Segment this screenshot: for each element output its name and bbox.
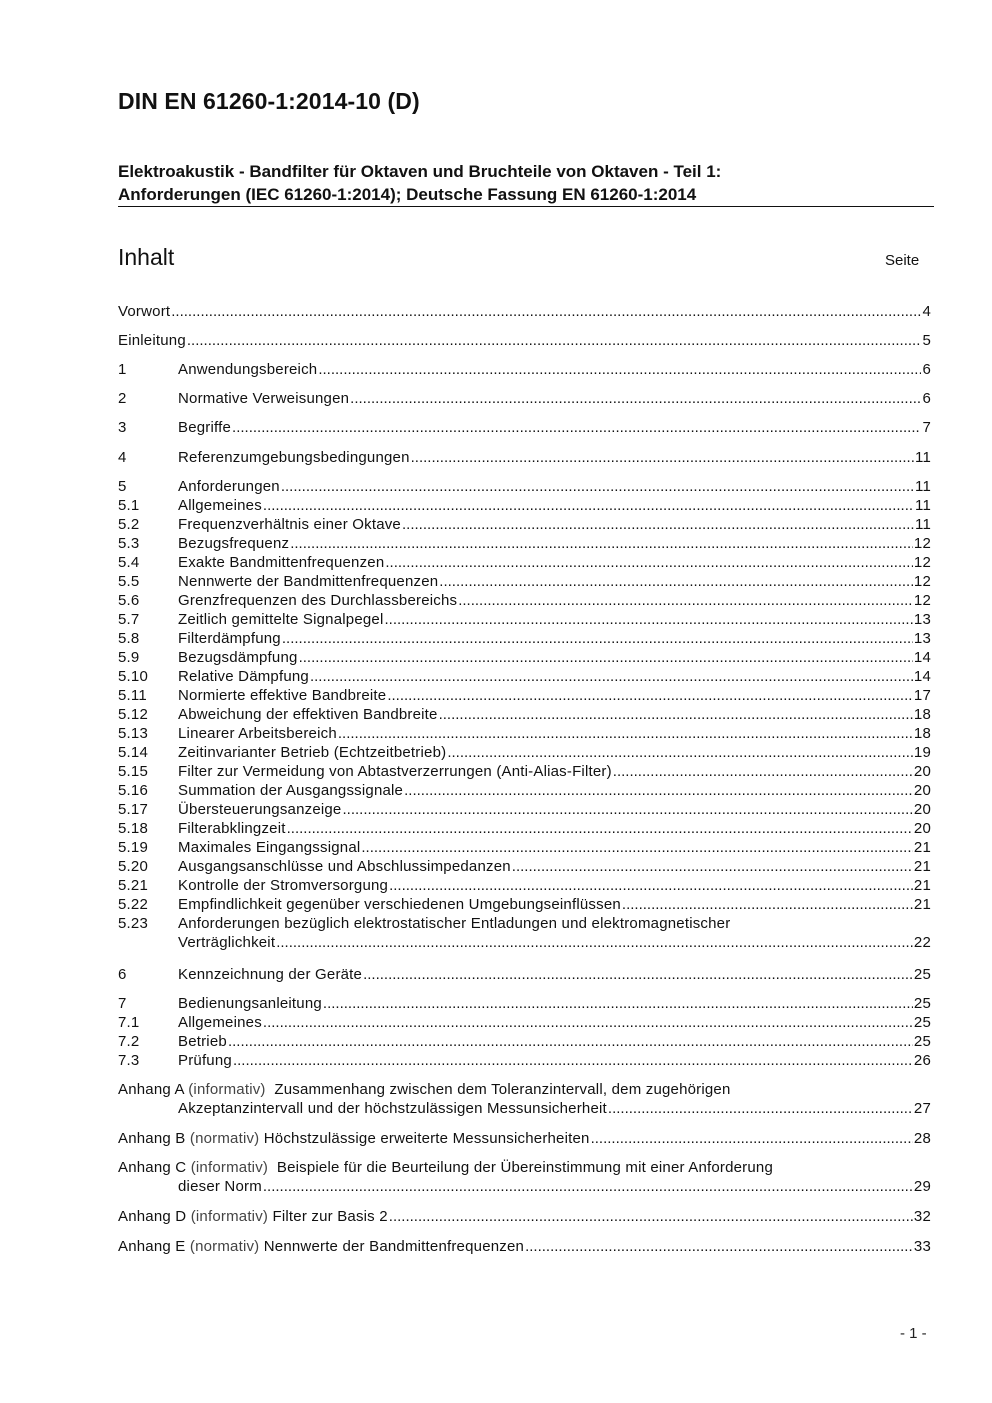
toc-entry-annex-c[interactable] (118, 1158, 931, 1196)
toc-entry-text: Exakte Bandmittenfrequenzen (178, 554, 385, 571)
leader-dots (411, 448, 914, 467)
toc-entry-text: Höchstzulässige erweiterte Messunsicherheiten (263, 1130, 590, 1147)
leader-dots (439, 705, 913, 724)
toc-entry-text: Maximales Eingangssignal (178, 839, 361, 856)
toc-entry-number: 5.22 (118, 896, 148, 913)
toc-entry-5-22[interactable] (118, 895, 931, 914)
toc-entry-text: Frequenzverhältnis einer Oktave (178, 516, 401, 533)
toc-entry-text: Normierte effektive Bandbreite (178, 687, 387, 704)
toc-entry-page: 20 (913, 782, 931, 799)
toc-entry-5-20[interactable] (118, 857, 931, 876)
leader-dots (608, 1099, 913, 1118)
toc-entry-number: 7 (118, 995, 127, 1012)
annex-label: Anhang C (118, 1159, 187, 1176)
toc-entry-4[interactable] (118, 448, 931, 467)
toc-entry-text: Normative Verweisungen (178, 390, 350, 407)
toc-entry-6[interactable] (118, 965, 931, 984)
toc-entry-text: Zeitinvarianter Betrieb (Echtzeitbetrieb) (178, 744, 447, 761)
leader-dots (389, 1207, 913, 1226)
toc-entry-5-6[interactable] (118, 591, 931, 610)
toc-entry-page: 20 (913, 801, 931, 818)
toc-entry-page: 12 (913, 535, 931, 552)
toc-entry-number: 5.3 (118, 535, 140, 552)
toc-entry-page: 21 (913, 858, 931, 875)
toc-entry-text: Empfindlichkeit gegenüber verschiedenen Umgebungseinflüssen (178, 896, 621, 913)
toc-entry-page: 11 (915, 516, 931, 533)
toc-entry-page: 12 (913, 592, 931, 609)
annex-type: (informativ) (190, 1159, 269, 1176)
toc-entry-text: Kennzeichnung der Geräte (178, 966, 363, 983)
toc-entry-page: 4 (922, 303, 931, 320)
toc-heading: Inhalt (118, 244, 175, 270)
toc-entry-text: Filterdämpfung (178, 630, 281, 647)
toc-entry-number: 5.8 (118, 630, 140, 647)
leader-dots (318, 360, 921, 379)
subtitle-divider (118, 206, 934, 207)
toc-entry-text: Anwendungsbereich (178, 361, 318, 378)
toc-entry-einleitung[interactable] (118, 331, 931, 350)
toc-entry-text: Linearer Arbeitsbereich (178, 725, 337, 742)
toc-entry-number: 1 (118, 361, 127, 378)
toc-entry-number: 7.1 (118, 1014, 140, 1031)
leader-dots (281, 477, 914, 496)
toc-entry-page: 21 (913, 896, 931, 913)
toc-entry-number: 6 (118, 966, 127, 983)
toc-entry-page: 26 (913, 1052, 931, 1069)
toc-entry-text: Übersteuerungsanzeige (178, 801, 342, 818)
leader-dots (276, 933, 913, 952)
toc-entry-5-3[interactable] (118, 534, 931, 553)
toc-entry-1[interactable] (118, 360, 931, 379)
leader-dots (447, 743, 913, 762)
leader-dots (525, 1237, 913, 1256)
toc-entry-page: 11 (915, 449, 931, 466)
toc-entry-number: 5.6 (118, 592, 140, 609)
toc-entry-number: 5 (118, 478, 127, 495)
toc-entry-text: Nennwerte der Bandmittenfrequenzen (178, 573, 439, 590)
leader-dots (512, 857, 913, 876)
toc-entry-page: 6 (922, 361, 931, 378)
toc-entry-text: Filterabklingzeit (178, 820, 286, 837)
toc-entry-5-5[interactable] (118, 572, 931, 591)
toc-entry-page: 20 (913, 820, 931, 837)
toc-entry-vorwort[interactable] (118, 302, 931, 321)
toc-entry-number: 3 (118, 419, 127, 436)
leader-dots (233, 1051, 913, 1070)
toc-entry-5-19[interactable] (118, 838, 931, 857)
toc-entry-5-18[interactable] (118, 819, 931, 838)
toc-entry-number: 5.13 (118, 725, 148, 742)
toc-entry-number: 5.14 (118, 744, 148, 761)
leader-dots (338, 724, 913, 743)
toc-entry-page: 5 (922, 332, 931, 349)
annex-type: (normativ) (189, 1238, 260, 1255)
toc-entry-5-11[interactable] (118, 686, 931, 705)
toc-entry-7-1[interactable] (118, 1013, 931, 1032)
leader-dots (384, 610, 912, 629)
leader-dots (402, 515, 914, 534)
toc-entry-page: 19 (913, 744, 931, 761)
toc-entry-number: 5.11 (118, 687, 147, 704)
toc-entry-page: 12 (913, 573, 931, 590)
toc-entry-text: Filter zur Vermeidung von Abtastverzerrungen (Anti-Alias-Filter) (178, 763, 612, 780)
toc-entry-5-12[interactable] (118, 705, 931, 724)
annex-type: (normativ) (189, 1130, 260, 1147)
toc-entry-text: Allgemeines (178, 497, 262, 514)
toc-entry-number: 5.20 (118, 858, 148, 875)
toc-entry-number: 5.23 (118, 915, 148, 932)
toc-entry-5-10[interactable] (118, 667, 931, 686)
toc-entry-page: 13 (913, 611, 931, 628)
leader-dots (290, 534, 913, 553)
leader-dots (342, 800, 912, 819)
annex-heading: Zusammenhang zwischen dem Toleranzintervall, dem zugehörigen (274, 1081, 731, 1098)
toc-entry-page: 12 (913, 554, 931, 571)
toc-entry-text: Ausgangsanschlüsse und Abschlussimpedanzen (178, 858, 511, 875)
leader-dots (187, 331, 922, 350)
toc-entry-5-23[interactable] (118, 914, 931, 952)
leader-dots (310, 667, 913, 686)
toc-entry-annex-e[interactable] (118, 1237, 931, 1256)
annex-label: Anhang D (118, 1208, 187, 1225)
annex-type: (informativ) (190, 1208, 269, 1225)
toc-entry-number: 5.17 (118, 801, 148, 818)
toc-entry-5-16[interactable] (118, 781, 931, 800)
toc-entry-text: dieser Norm (178, 1178, 262, 1195)
toc-entry-page: 14 (913, 649, 931, 666)
toc-entry-7-2[interactable] (118, 1032, 931, 1051)
leader-dots (287, 819, 913, 838)
leader-dots (323, 994, 913, 1013)
toc-entry-page: 33 (913, 1238, 931, 1255)
toc-entry-text: Prüfung (178, 1052, 232, 1069)
toc-entry-text: Allgemeines (178, 1014, 262, 1031)
toc-entry-number: 2 (118, 390, 127, 407)
toc-entry-number: 5.10 (118, 668, 148, 685)
toc-entry-page: 18 (913, 706, 931, 723)
toc-entry-text: Anforderungen (178, 478, 280, 495)
toc-entry-text: Einleitung (118, 332, 186, 349)
toc-entry-text: Referenzumgebungsbedingungen (178, 449, 410, 466)
toc-entry-number: 4 (118, 449, 127, 466)
toc-entry-number: 7.3 (118, 1052, 140, 1069)
toc-entry-5-1[interactable] (118, 496, 931, 515)
toc-entry-number: 5.9 (118, 649, 140, 666)
annex-heading: Beispiele für die Beurteilung der Übereinstimmung mit einer Anforderung (276, 1159, 774, 1176)
leader-dots (263, 1013, 913, 1032)
toc-entry-5-17[interactable] (118, 800, 931, 819)
toc-entry-text: Akzeptanzintervall und der höchstzulässigen Messunsicherheit (178, 1100, 607, 1117)
toc-entry-page: 29 (913, 1178, 931, 1195)
toc-entry-text: Begriffe (178, 419, 232, 436)
toc-entry-page: 25 (913, 1033, 931, 1050)
toc-entry-number: 5.19 (118, 839, 148, 856)
toc-entry-text: Betrieb (178, 1033, 227, 1050)
toc-entry-page: 21 (913, 877, 931, 894)
toc-entry-text-line-1: Anforderungen bezüglich elektrostatischer Entladungen und elektromagnetischer (178, 915, 731, 932)
toc-entry-page: 14 (913, 668, 931, 685)
toc-entry-text: Grenzfrequenzen des Durchlassbereichs (178, 592, 458, 609)
toc-entry-annex-a[interactable] (118, 1080, 931, 1118)
toc-entry-page: 25 (913, 995, 931, 1012)
toc-entry-number: 5.16 (118, 782, 148, 799)
toc-entry-7[interactable] (118, 994, 931, 1013)
leader-dots (299, 648, 913, 667)
toc-entry-5-2[interactable] (118, 515, 931, 534)
toc-entry-annex-d[interactable] (118, 1207, 931, 1226)
toc-entry-page: 20 (913, 763, 931, 780)
toc-entry-text: Bezugsdämpfung (178, 649, 298, 666)
toc-entry-text: Nennwerte der Bandmittenfrequenzen (263, 1238, 525, 1255)
toc-entry-5-9[interactable] (118, 648, 931, 667)
toc-entry-page: 7 (922, 419, 931, 436)
toc-entry-page: 27 (913, 1100, 931, 1117)
annex-label: Anhang A (118, 1081, 184, 1098)
leader-dots (263, 1177, 913, 1196)
toc-entry-page: 6 (922, 390, 931, 407)
toc-entry-text: Verträglichkeit (178, 934, 276, 951)
subtitle-line-2: Anforderungen (IEC 61260-1:2014); Deutsche Fassung EN 61260-1:2014 (118, 185, 697, 204)
toc-entry-number: 7.2 (118, 1033, 140, 1050)
toc-entry-5-15[interactable] (118, 762, 931, 781)
toc-entry-3[interactable] (118, 418, 931, 437)
leader-dots (282, 629, 913, 648)
toc-entry-page: 13 (913, 630, 931, 647)
subtitle-line-1: Elektroakustik - Bandfilter für Oktaven und Bruchteile von Oktaven - Teil 1: (118, 162, 722, 181)
toc-entry-text: Abweichung der effektiven Bandbreite (178, 706, 438, 723)
toc-entry-text: Relative Dämpfung (178, 668, 309, 685)
toc-entry-text: Summation der Ausgangssignale (178, 782, 404, 799)
toc-entry-5-7[interactable] (118, 610, 931, 629)
toc-entry-page: 25 (913, 966, 931, 983)
toc-entry-number: 5.12 (118, 706, 148, 723)
leader-dots (404, 781, 913, 800)
page-column-label: Seite (885, 252, 920, 269)
toc-entry-page: 22 (913, 934, 931, 951)
toc-entry-5-14[interactable] (118, 743, 931, 762)
toc-entry-text: Vorwort (118, 303, 171, 320)
toc-entry-page: 32 (913, 1208, 931, 1225)
leader-dots (385, 553, 913, 572)
toc-entry-2[interactable] (118, 389, 931, 408)
toc-entry-number: 5.2 (118, 516, 140, 533)
toc-entry-text: Filter zur Basis 2 (272, 1208, 388, 1225)
leader-dots (387, 686, 913, 705)
toc-entry-5-13[interactable] (118, 724, 931, 743)
annex-label: Anhang E (118, 1238, 186, 1255)
toc-entry-number: 5.5 (118, 573, 140, 590)
toc-entry-5-21[interactable] (118, 876, 931, 895)
toc-entry-number: 5.7 (118, 611, 140, 628)
leader-dots (458, 591, 913, 610)
toc-entry-number: 5.15 (118, 763, 148, 780)
toc-entry-number: 5.4 (118, 554, 140, 571)
toc-entry-page: 11 (915, 497, 931, 514)
leader-dots (613, 762, 913, 781)
annex-type: (informativ) (188, 1081, 266, 1098)
toc-entry-annex-b[interactable] (118, 1129, 931, 1148)
leader-dots (389, 876, 913, 895)
annex-label: Anhang B (118, 1130, 186, 1147)
leader-dots (350, 389, 921, 408)
toc-entry-page: 17 (913, 687, 931, 704)
document-title: DIN EN 61260-1:2014-10 (D) (118, 88, 420, 114)
toc-entry-text: Kontrolle der Stromversorgung (178, 877, 389, 894)
leader-dots (361, 838, 913, 857)
toc-entry-text: Zeitlich gemittelte Signalpegel (178, 611, 384, 628)
toc-entry-5[interactable] (118, 477, 931, 496)
leader-dots (228, 1032, 913, 1051)
toc-entry-text: Bedienungsanleitung (178, 995, 322, 1012)
toc-entry-page: 28 (913, 1130, 931, 1147)
toc-entry-page: 25 (913, 1014, 931, 1031)
toc-entry-page: 11 (915, 478, 931, 495)
page-number: - 1 - (900, 1325, 927, 1342)
leader-dots (263, 496, 914, 515)
leader-dots (171, 302, 921, 321)
leader-dots (363, 965, 913, 984)
toc-entry-number: 5.1 (118, 497, 140, 514)
toc-entry-7-3[interactable] (118, 1051, 931, 1070)
toc-entry-page: 21 (913, 839, 931, 856)
toc-entry-text: Bezugsfrequenz (178, 535, 290, 552)
document-subtitle (118, 160, 938, 206)
leader-dots (591, 1129, 913, 1148)
toc-entry-5-4[interactable] (118, 553, 931, 572)
leader-dots (439, 572, 913, 591)
leader-dots (622, 895, 913, 914)
toc-entry-number: 5.21 (118, 877, 148, 894)
toc-entry-number: 5.18 (118, 820, 148, 837)
toc-entry-page: 18 (913, 725, 931, 742)
toc-entry-5-8[interactable] (118, 629, 931, 648)
leader-dots (232, 418, 921, 437)
